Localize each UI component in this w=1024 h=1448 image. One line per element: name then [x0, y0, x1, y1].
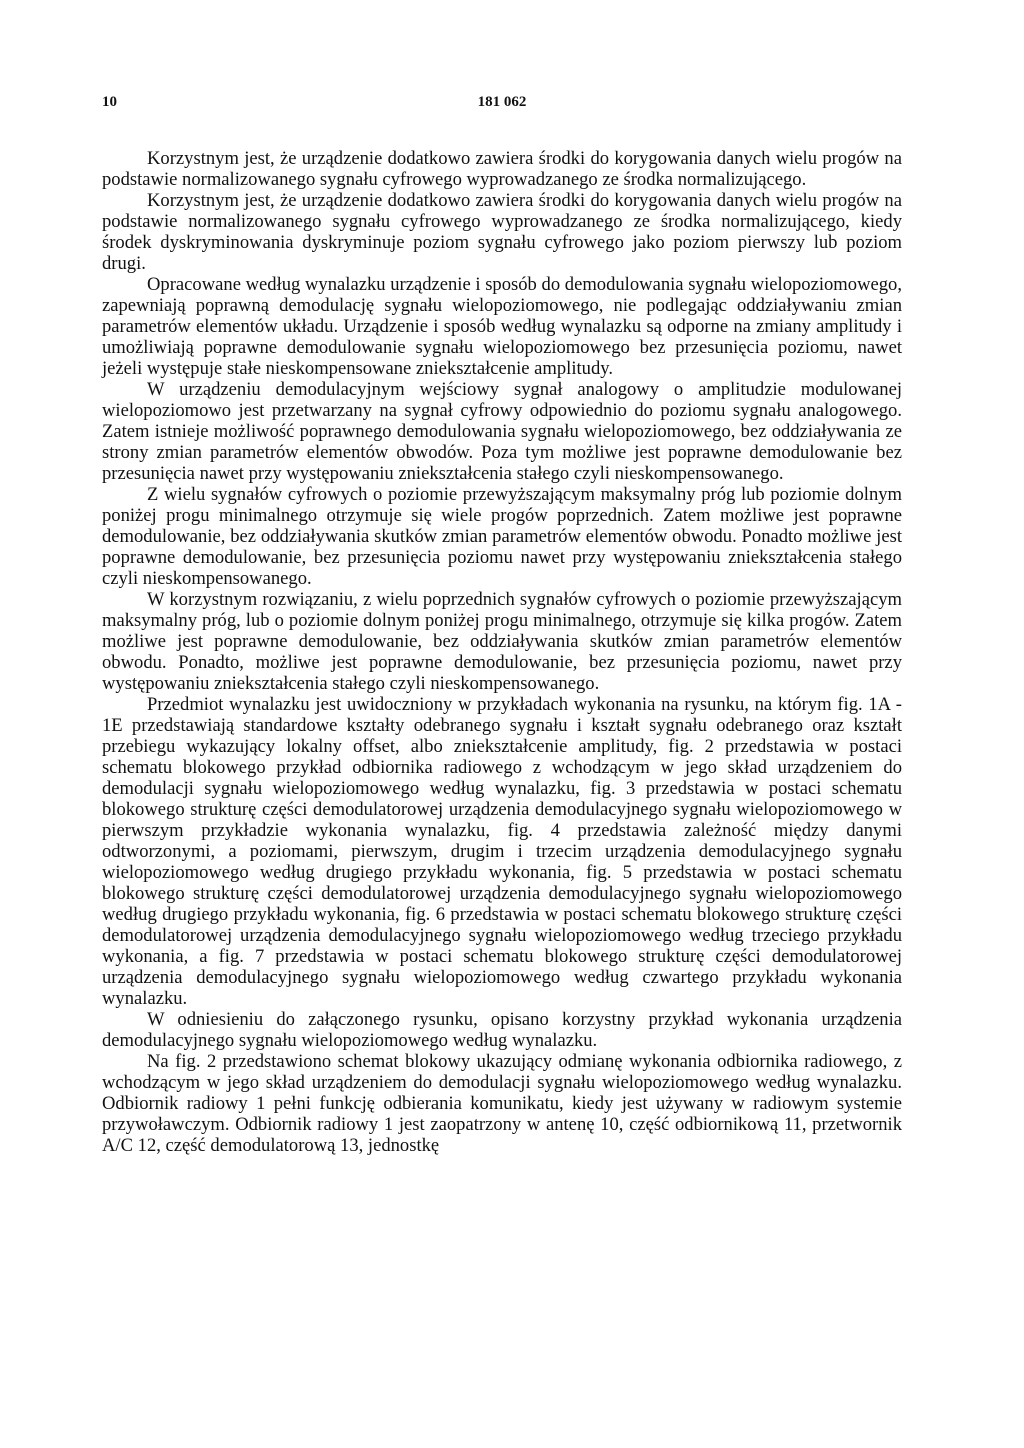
- paragraph: Przedmiot wynalazku jest uwidoczniony w przykładach wykonania na rysunku, na którym fig. 1A - 1E przedstawiają standardowe kształty odebranego sygnału i kształt sygnału odebranego oraz kształt przebiegu wykazujący lokalny offset, albo zniekształcenie amplitudy, fig. 2 przedstawia w postaci schematu blokowego przykład odbiornika radiowego z wchodzącym w jego skład urządzeniem do demodulacji sygnału wielopoziomowego według wynalazku, fig. 3 przedstawia w postaci schematu blokowego strukturę części demodulatorowej urządzenia demodulacyjnego sygnału wielopoziomowego w pierwszym przykładzie wykonania wynalazku, fig. 4 przedstawia zależność między danymi odtworzonymi, a poziomami, pierwszym, drugim i trzecim urządzenia demodulacyjnego sygnału wielopoziomowego według drugiego przykładu wykonania, fig. 5 przedstawia w postaci schematu blokowego strukturę części demodulatorowej urządzenia demodulacyjnego sygnału wielopoziomowego według drugiego przykładu wykonania, fig. 6 przedstawia w postaci schematu blokowego strukturę części demodulatorowej urządzenia demodulacyjnego sygnału wielopoziomowego według trzeciego przykładu wykonania, a fig. 7 przedstawia w postaci schematu blokowego strukturę części demodulatorowej urządzenia demodulacyjnego sygnału wielopoziomowego według czwartego przykładu wykonania wynalazku.: [102, 694, 902, 1009]
- paragraph: W korzystnym rozwiązaniu, z wielu poprzednich sygnałów cyfrowych o poziomie przewyższającym maksymalny próg, lub o poziomie dolnym poniżej progu minimalnego, otrzymuje się kilka progów. Zatem możliwe jest poprawne demodulowanie, bez oddziaływania skutków zmian parametrów elementów obwodu. Ponadto, możliwe jest poprawne demodulowanie, bez przesunięcia poziomu, nawet przy występowaniu zniekształcenia stałego czyli nieskompensowanego.: [102, 589, 902, 694]
- paragraph: Opracowane według wynalazku urządzenie i sposób do demodulowania sygnału wielopoziomowego, zapewniają poprawną demodulację sygnału wielopoziomowego, nie podlegając oddziaływaniu zmian parametrów elementów układu. Urządzenie i sposób według wynalazku są odporne na zmiany amplitudy i umożliwiają poprawne demodulowanie sygnału wielopoziomowego bez przesunięcia poziomu, nawet jeżeli występuje stałe nieskompensowane zniekształcenie amplitudy.: [102, 274, 902, 379]
- document-page: [102, 94, 902, 1156]
- page-header: [102, 94, 902, 116]
- paragraph: Korzystnym jest, że urządzenie dodatkowo zawiera środki do korygowania danych wielu progów na podstawie normalizowanego sygnału cyfrowego wyprowadzanego ze środka normalizującego.: [102, 148, 902, 190]
- paragraph: W urządzeniu demodulacyjnym wejściowy sygnał analogowy o amplitudzie modulowanej wielopoziomowo jest przetwarzany na sygnał cyfrowy odpowiednio do poziomu sygnału analogowego. Zatem istnieje możliwość poprawnego demodulowania sygnału wielopoziomowego, bez oddziaływania ze strony zmian parametrów elementów obwodów. Poza tym możliwe jest poprawne demodulowanie bez przesunięcia nawet przy występowaniu zniekształcenia stałego czyli nieskompensowanego.: [102, 379, 902, 484]
- paragraph: Korzystnym jest, że urządzenie dodatkowo zawiera środki do korygowania danych wielu progów na podstawie normalizowanego sygnału cyfrowego wyprowadzanego ze środka normalizującego, kiedy środek dyskryminowania dyskryminuje poziom sygnału cyfrowego jako poziom pierwszy lub poziom drugi.: [102, 190, 902, 274]
- document-number: 181 062: [477, 94, 527, 110]
- document-body: [102, 148, 902, 1156]
- paragraph: Z wielu sygnałów cyfrowych o poziomie przewyższającym maksymalny próg lub poziomie dolnym poniżej progu minimalnego otrzymuje się wiele progów poprzednich. Zatem możliwe jest poprawne demodulowanie, bez oddziaływania skutków zmian parametrów elementów obwodu. Ponadto możliwe jest poprawne demodulowanie, bez przesunięcia poziomu nawet przy występowaniu zniekształcenia stałego czyli nieskompensowanego.: [102, 484, 902, 589]
- paragraph: Na fig. 2 przedstawiono schemat blokowy ukazujący odmianę wykonania odbiornika radiowego, z wchodzącym w jego skład urządzeniem do demodulacji sygnału wielopoziomowego według wynalazku. Odbiornik radiowy 1 pełni funkcję odbierania komunikatu, kiedy jest używany w radiowym systemie przywoławczym. Odbiornik radiowy 1 jest zaopatrzony w antenę 10, część odbiornikową 11, przetwornik A/C 12, część demodulatorową 13, jednostkę: [102, 1051, 902, 1156]
- paragraph: W odniesieniu do załączonego rysunku, opisano korzystny przykład wykonania urządzenia demodulacyjnego sygnału wielopoziomowego według wynalazku.: [102, 1009, 902, 1051]
- page-number: 10: [102, 94, 117, 110]
